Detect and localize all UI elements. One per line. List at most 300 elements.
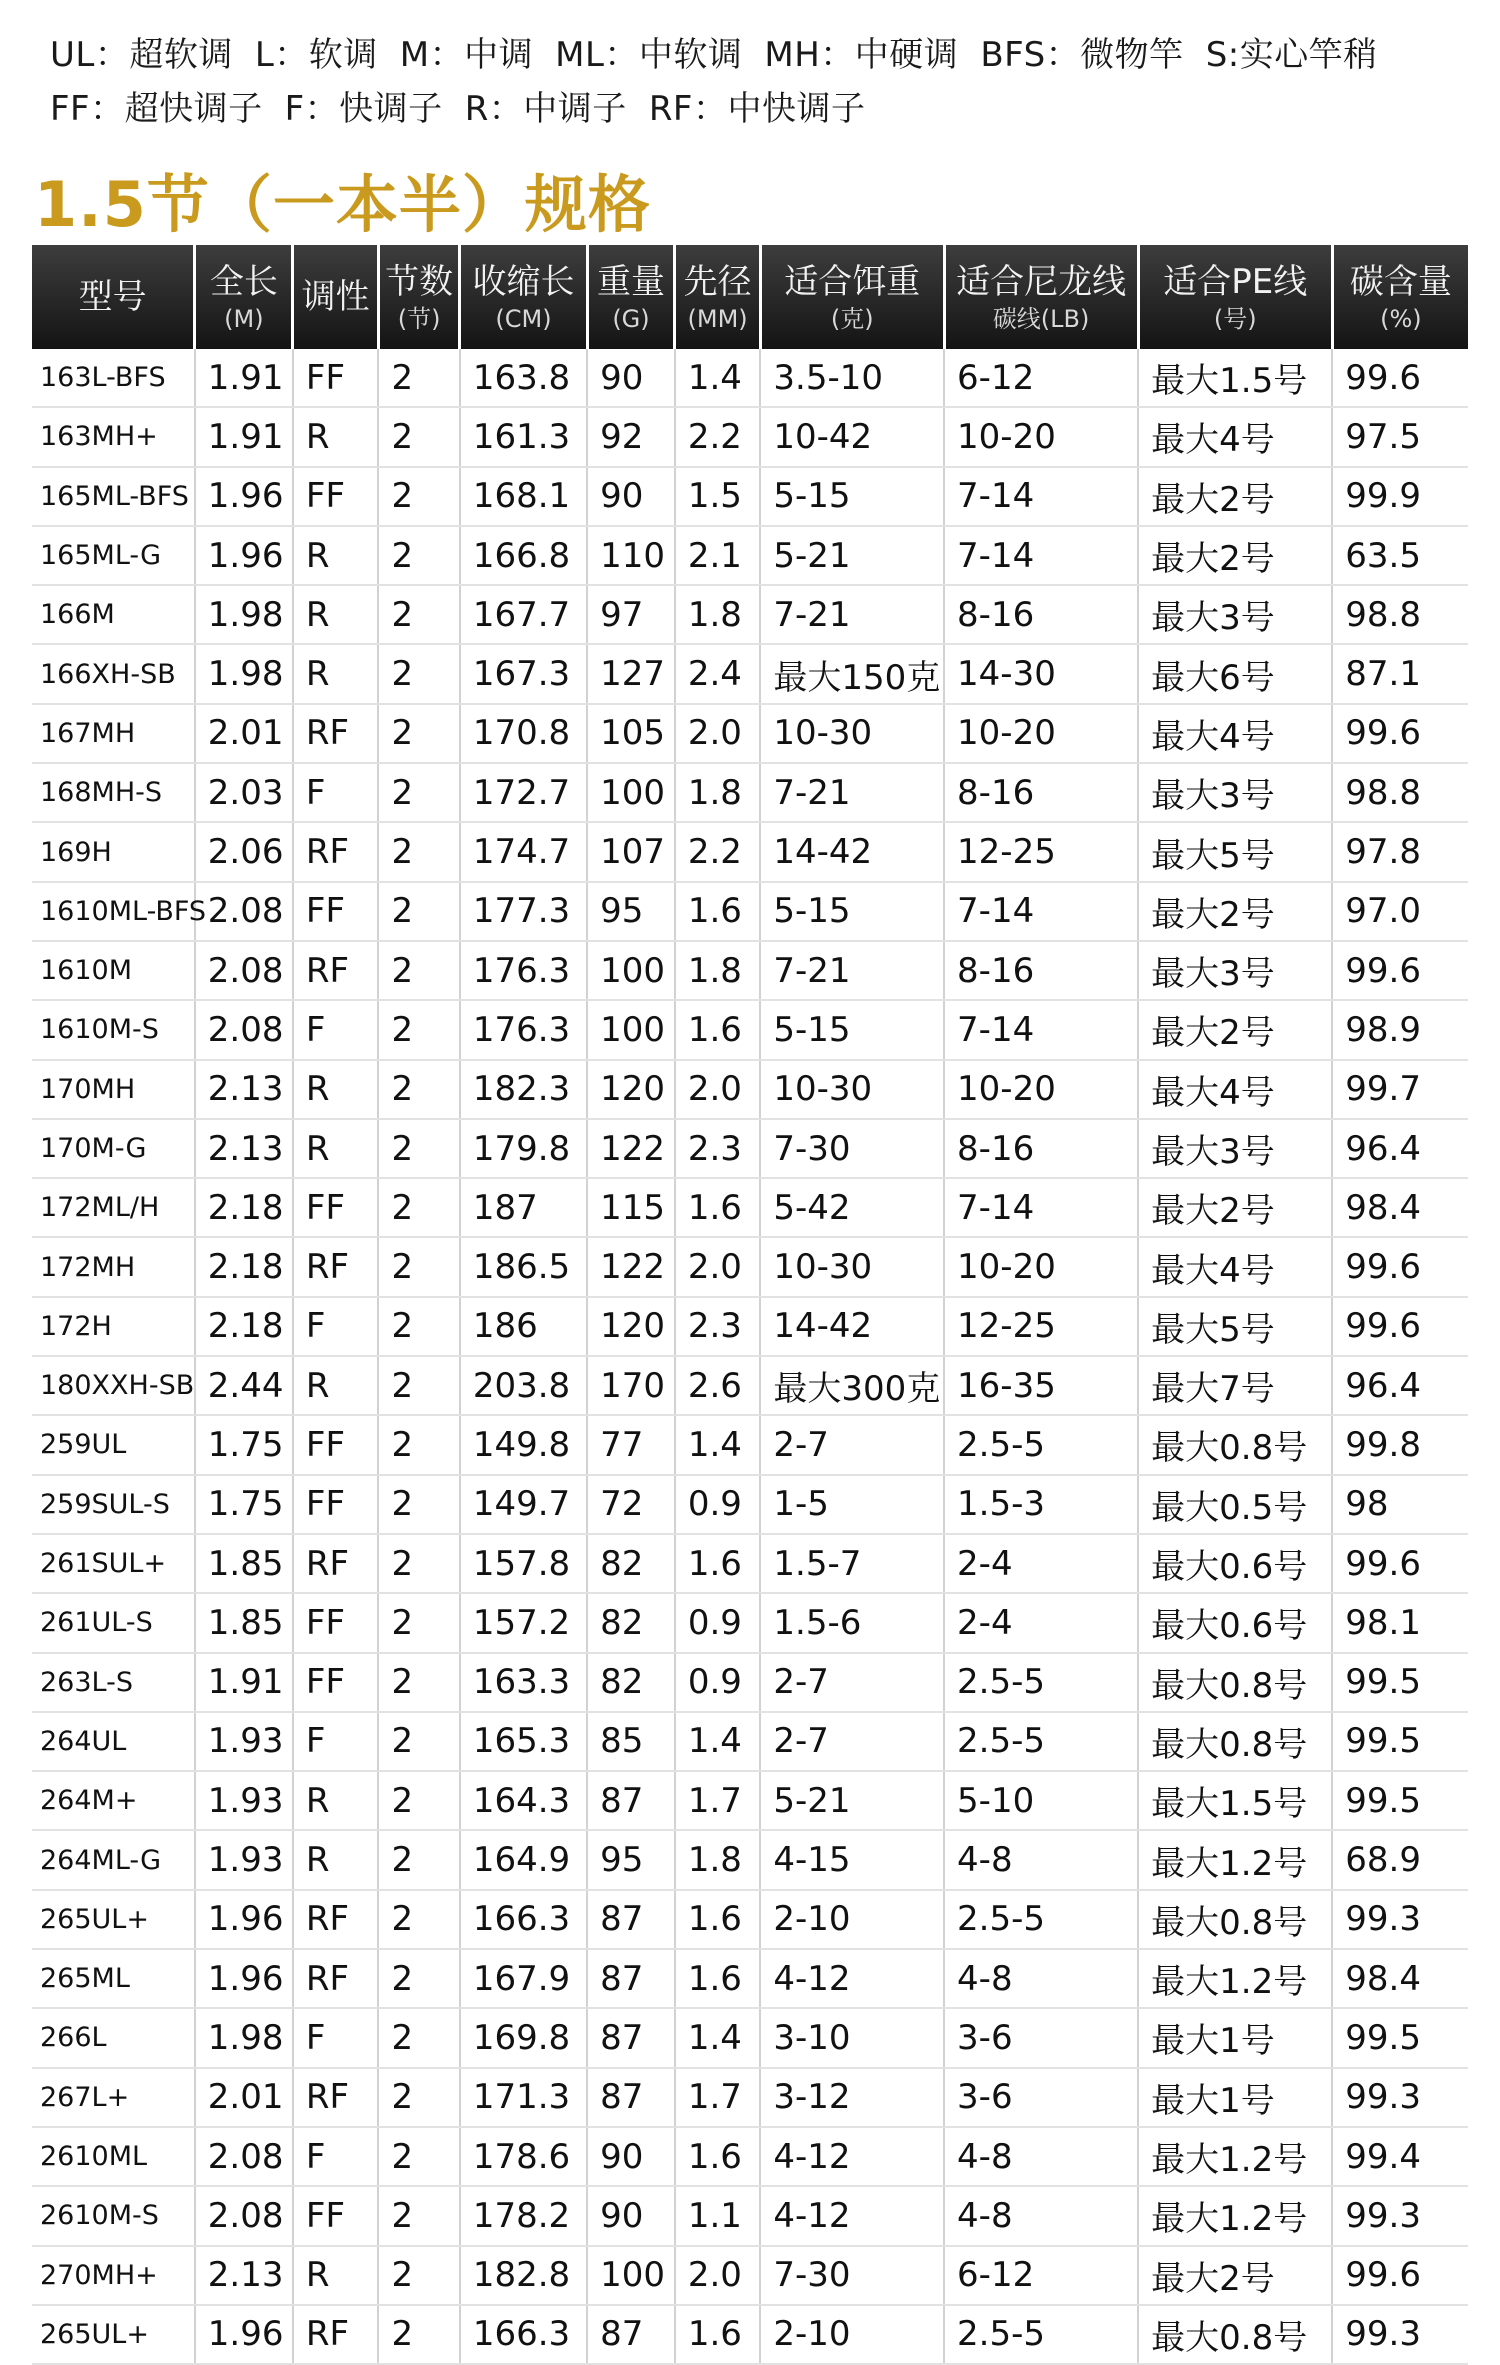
table-cell: 7-14 <box>944 1178 1138 1237</box>
table-cell: 99.6 <box>1332 1534 1468 1593</box>
table-cell: 90 <box>587 2127 675 2186</box>
table-cell: 0.9 <box>675 1593 761 1652</box>
table-cell: 97 <box>587 585 675 644</box>
table-cell: 1.6 <box>675 1178 761 1237</box>
column-header-label: 全长 <box>209 262 278 302</box>
table-cell: 2.2 <box>675 407 761 466</box>
table-cell: 92 <box>587 407 675 466</box>
table-cell: 最大0.8号 <box>1138 1712 1332 1771</box>
table-cell: 176.3 <box>460 1000 587 1059</box>
table-cell: 2 <box>378 1830 459 1889</box>
table-cell: 87.1 <box>1332 644 1468 703</box>
table-row <box>32 2305 1468 2364</box>
table-cell: 2 <box>378 1178 459 1237</box>
table-cell: 最大300克 <box>760 1356 944 1415</box>
table-cell: 122 <box>587 1119 675 1178</box>
column-header-label: 型号 <box>78 277 147 317</box>
table-cell: 2 <box>378 882 459 941</box>
table-cell: 167.9 <box>460 1949 587 2008</box>
table-cell: 2.06 <box>195 822 293 881</box>
table-cell: 99.6 <box>1332 1297 1468 1356</box>
column-header-unit: (CM) <box>495 305 552 333</box>
table-cell: 1.8 <box>675 763 761 822</box>
table-cell: RF <box>293 2068 379 2127</box>
table-cell: F <box>293 1712 379 1771</box>
table-cell: 2-7 <box>760 1712 944 1771</box>
table-cell: 2.08 <box>195 1000 293 1059</box>
table-cell: R <box>293 644 379 703</box>
table-cell: 1.96 <box>195 526 293 585</box>
table-cell: 10-42 <box>760 407 944 466</box>
legend-line-action <box>50 28 1470 82</box>
table-cell: 99.5 <box>1332 1771 1468 1830</box>
table-cell: 4-15 <box>760 1830 944 1889</box>
table-cell: 2.18 <box>195 1178 293 1237</box>
table-cell: 127 <box>587 644 675 703</box>
table-cell: 180XXH-SB <box>32 1356 195 1415</box>
table-cell: F <box>293 1297 379 1356</box>
table-cell: 2.1 <box>675 526 761 585</box>
table-row <box>32 763 1468 822</box>
table-cell: 2 <box>378 2305 459 2364</box>
table-cell: 99.5 <box>1332 2008 1468 2067</box>
table-cell: 172ML/H <box>32 1178 195 1237</box>
table-cell: 170M-G <box>32 1119 195 1178</box>
table-cell: 1.8 <box>675 941 761 1000</box>
table-cell: 最大4号 <box>1138 1237 1332 1296</box>
table-cell: 1.91 <box>195 407 293 466</box>
table-cell: 1.6 <box>675 1000 761 1059</box>
table-cell: 2 <box>378 1060 459 1119</box>
table-cell: 1.6 <box>675 2305 761 2364</box>
table-cell: 166M <box>32 585 195 644</box>
table-cell: 90 <box>587 349 675 407</box>
table-cell: 179.8 <box>460 1119 587 1178</box>
table-cell: 8-16 <box>944 763 1138 822</box>
table-cell: 2.13 <box>195 1119 293 1178</box>
table-cell: RF <box>293 704 379 763</box>
table-cell: 270MH+ <box>32 2246 195 2305</box>
table-cell: 166.3 <box>460 1890 587 1949</box>
table-cell: 1.98 <box>195 585 293 644</box>
spec-table <box>32 245 1468 2365</box>
table-cell: 2.13 <box>195 2246 293 2305</box>
table-cell: 264M+ <box>32 1771 195 1830</box>
table-cell: 2 <box>378 1890 459 1949</box>
table-cell: R <box>293 407 379 466</box>
table-cell: 165ML-BFS <box>32 467 195 526</box>
table-body <box>32 349 1468 2364</box>
table-cell: 2 <box>378 1712 459 1771</box>
table-cell: 2 <box>378 1297 459 1356</box>
table-row <box>32 2068 1468 2127</box>
table-cell: 98.4 <box>1332 1949 1468 2008</box>
table-cell: 2 <box>378 822 459 881</box>
table-cell: 96.4 <box>1332 1356 1468 1415</box>
legend-item: UL：超软调 <box>50 35 233 75</box>
column-header <box>675 245 761 349</box>
table-cell: 0.9 <box>675 1653 761 1712</box>
table-cell: 3-6 <box>944 2008 1138 2067</box>
table-cell: FF <box>293 2186 379 2245</box>
table-cell: 149.8 <box>460 1415 587 1474</box>
table-cell: 14-30 <box>944 644 1138 703</box>
table-cell: 最大4号 <box>1138 407 1332 466</box>
table-row <box>32 644 1468 703</box>
table-cell: 259SUL-S <box>32 1475 195 1534</box>
legend-line-speed <box>50 82 1470 136</box>
table-cell: 168.1 <box>460 467 587 526</box>
table-cell: 203.8 <box>460 1356 587 1415</box>
section-title: 1.5节（一本半）规格 <box>34 168 651 241</box>
table-cell: 1.93 <box>195 1830 293 1889</box>
table-cell: 96.4 <box>1332 1119 1468 1178</box>
table-cell: 267L+ <box>32 2068 195 2127</box>
table-row <box>32 1475 1468 1534</box>
table-cell: 2.08 <box>195 941 293 1000</box>
table-row <box>32 1771 1468 1830</box>
table-row <box>32 2008 1468 2067</box>
table-cell: 2-4 <box>944 1593 1138 1652</box>
table-cell: 最大3号 <box>1138 1119 1332 1178</box>
table-cell: 最大3号 <box>1138 941 1332 1000</box>
table-cell: 最大2号 <box>1138 2246 1332 2305</box>
table-cell: 90 <box>587 2186 675 2245</box>
legend-item: M：中调 <box>399 35 534 75</box>
table-cell: 4-8 <box>944 1830 1138 1889</box>
table-cell: 2-7 <box>760 1415 944 1474</box>
table-cell: 174.7 <box>460 822 587 881</box>
table-cell: 166XH-SB <box>32 644 195 703</box>
column-header-unit: (克) <box>830 305 874 333</box>
table-cell: R <box>293 526 379 585</box>
column-header <box>378 245 459 349</box>
table-cell: 2 <box>378 763 459 822</box>
table-cell: 10-20 <box>944 1060 1138 1119</box>
table-cell: 63.5 <box>1332 526 1468 585</box>
column-header <box>760 245 944 349</box>
table-row <box>32 941 1468 1000</box>
table-cell: 186.5 <box>460 1237 587 1296</box>
table-cell: 最大0.6号 <box>1138 1593 1332 1652</box>
legend-item: RF：中快调子 <box>648 89 866 129</box>
table-cell: 1.93 <box>195 1771 293 1830</box>
table-cell: 7-14 <box>944 882 1138 941</box>
table-row <box>32 526 1468 585</box>
table-row <box>32 1593 1468 1652</box>
table-cell: 1.1 <box>675 2186 761 2245</box>
column-header <box>587 245 675 349</box>
table-cell: 97.8 <box>1332 822 1468 881</box>
table-cell: 14-42 <box>760 1297 944 1356</box>
table-cell: 161.3 <box>460 407 587 466</box>
table-cell: 12-25 <box>944 822 1138 881</box>
table-row <box>32 1949 1468 2008</box>
table-cell: 2 <box>378 407 459 466</box>
table-cell: 169H <box>32 822 195 881</box>
table-row <box>32 1415 1468 1474</box>
table-row <box>32 407 1468 466</box>
table-cell: 最大150克 <box>760 644 944 703</box>
column-header-label: 重量 <box>596 262 665 302</box>
column-header <box>293 245 379 349</box>
table-cell: 264ML-G <box>32 1830 195 1889</box>
table-cell: 10-20 <box>944 1237 1138 1296</box>
table-cell: 266L <box>32 2008 195 2067</box>
table-cell: 2 <box>378 1771 459 1830</box>
column-header-label: 适合PE线 <box>1163 262 1308 302</box>
legend-item: ML：中软调 <box>555 35 743 75</box>
table-cell: 99.3 <box>1332 2305 1468 2364</box>
table-row <box>32 1060 1468 1119</box>
table-cell: 0.9 <box>675 1475 761 1534</box>
table-cell: 1.6 <box>675 1949 761 2008</box>
table-cell: 2.18 <box>195 1237 293 1296</box>
table-cell: 3-12 <box>760 2068 944 2127</box>
table-cell: 163.8 <box>460 349 587 407</box>
table-cell: 最大0.5号 <box>1138 1475 1332 1534</box>
table-cell: 1.75 <box>195 1475 293 1534</box>
table-row <box>32 1356 1468 1415</box>
table-cell: 85 <box>587 1712 675 1771</box>
table-cell: F <box>293 763 379 822</box>
table-cell: 172H <box>32 1297 195 1356</box>
table-cell: F <box>293 2008 379 2067</box>
table-cell: 99.8 <box>1332 1415 1468 1474</box>
table-cell: 3-6 <box>944 2068 1138 2127</box>
table-cell: 1.91 <box>195 349 293 407</box>
table-cell: 最大3号 <box>1138 585 1332 644</box>
table-cell: 最大2号 <box>1138 526 1332 585</box>
table-cell: RF <box>293 1949 379 2008</box>
table-cell: 最大0.8号 <box>1138 1415 1332 1474</box>
table-cell: 2-10 <box>760 2305 944 2364</box>
table-cell: 2 <box>378 585 459 644</box>
table-cell: R <box>293 2246 379 2305</box>
table-cell: 2.08 <box>195 2186 293 2245</box>
table-cell: 99.6 <box>1332 2246 1468 2305</box>
table-cell: 98.1 <box>1332 1593 1468 1652</box>
column-header <box>195 245 293 349</box>
legend-item: FF：超快调子 <box>50 89 263 129</box>
table-cell: 120 <box>587 1297 675 1356</box>
table-cell: 2 <box>378 644 459 703</box>
table-cell: 1.96 <box>195 1890 293 1949</box>
table-cell: 163.3 <box>460 1653 587 1712</box>
table-cell: 2.4 <box>675 644 761 703</box>
table-cell: 97.0 <box>1332 882 1468 941</box>
table-cell: 2 <box>378 2186 459 2245</box>
table-cell: 最大0.8号 <box>1138 1653 1332 1712</box>
table-cell: 98.4 <box>1332 1178 1468 1237</box>
table-cell: 4-8 <box>944 2127 1138 2186</box>
table-cell: FF <box>293 1415 379 1474</box>
table-cell: 1.7 <box>675 1771 761 1830</box>
table-cell: 2610M-S <box>32 2186 195 2245</box>
table-cell: 2 <box>378 2008 459 2067</box>
table-cell: 168MH-S <box>32 763 195 822</box>
table-cell: 2.18 <box>195 1297 293 1356</box>
table-cell: 167MH <box>32 704 195 763</box>
spec-table-container <box>32 245 1468 2358</box>
table-cell: 7-14 <box>944 467 1138 526</box>
table-cell: 2 <box>378 467 459 526</box>
table-cell: RF <box>293 1237 379 1296</box>
table-cell: 182.3 <box>460 1060 587 1119</box>
table-cell: 2 <box>378 2068 459 2127</box>
table-cell: 最大7号 <box>1138 1356 1332 1415</box>
table-cell: 1.8 <box>675 585 761 644</box>
table-row <box>32 585 1468 644</box>
column-header <box>460 245 587 349</box>
table-cell: 157.8 <box>460 1534 587 1593</box>
legend-item: MH：中硬调 <box>764 35 959 75</box>
table-cell: 1.6 <box>675 882 761 941</box>
table-cell: 最大0.6号 <box>1138 1534 1332 1593</box>
table-cell: 7-14 <box>944 1000 1138 1059</box>
table-cell: 99.6 <box>1332 941 1468 1000</box>
table-cell: 2.5-5 <box>944 1890 1138 1949</box>
column-header-label: 调性 <box>301 277 370 317</box>
table-cell: 1.96 <box>195 467 293 526</box>
table-cell: 10-20 <box>944 407 1138 466</box>
table-cell: 99.6 <box>1332 349 1468 407</box>
table-cell: 72 <box>587 1475 675 1534</box>
table-row <box>32 2127 1468 2186</box>
table-cell: 120 <box>587 1060 675 1119</box>
table-cell: 1.7 <box>675 2068 761 2127</box>
table-cell: 1.6 <box>675 1534 761 1593</box>
table-cell: 182.8 <box>460 2246 587 2305</box>
table-cell: 178.2 <box>460 2186 587 2245</box>
table-row <box>32 1237 1468 1296</box>
table-cell: 1.85 <box>195 1593 293 1652</box>
table-cell: 最大1.2号 <box>1138 1830 1332 1889</box>
table-cell: 2 <box>378 1000 459 1059</box>
table-cell: 82 <box>587 1534 675 1593</box>
table-row <box>32 1653 1468 1712</box>
table-cell: 122 <box>587 1237 675 1296</box>
table-cell: 171.3 <box>460 2068 587 2127</box>
column-header-label: 先径 <box>683 262 752 302</box>
table-cell: FF <box>293 1178 379 1237</box>
table-cell: 最大3号 <box>1138 763 1332 822</box>
table-cell: 95 <box>587 882 675 941</box>
table-cell: 1.96 <box>195 2305 293 2364</box>
column-header-unit: (M) <box>224 305 264 333</box>
table-cell: 10-30 <box>760 1060 944 1119</box>
table-cell: FF <box>293 1475 379 1534</box>
table-cell: 5-42 <box>760 1178 944 1237</box>
table-cell: 最大1.2号 <box>1138 2127 1332 2186</box>
table-cell: 99.5 <box>1332 1712 1468 1771</box>
column-header-label: 收缩长 <box>472 262 575 302</box>
table-cell: 最大2号 <box>1138 1178 1332 1237</box>
table-cell: 1.4 <box>675 1415 761 1474</box>
table-cell: 最大1.5号 <box>1138 349 1332 407</box>
table-row <box>32 704 1468 763</box>
table-row <box>32 1712 1468 1771</box>
column-header-unit: (号) <box>1213 305 1257 333</box>
table-cell: 2 <box>378 2127 459 2186</box>
table-row <box>32 1000 1468 1059</box>
table-cell: FF <box>293 467 379 526</box>
table-cell: 87 <box>587 2305 675 2364</box>
table-cell: 1.91 <box>195 1653 293 1712</box>
table-cell: 12-25 <box>944 1297 1138 1356</box>
table-cell: 2.03 <box>195 763 293 822</box>
table-cell: 5-15 <box>760 1000 944 1059</box>
table-cell: 2 <box>378 1415 459 1474</box>
column-header <box>944 245 1138 349</box>
table-cell: 163MH+ <box>32 407 195 466</box>
table-cell: 2.01 <box>195 704 293 763</box>
table-cell: 1.6 <box>675 2127 761 2186</box>
table-cell: 176.3 <box>460 941 587 1000</box>
table-cell: 2.0 <box>675 1237 761 1296</box>
table-row <box>32 1830 1468 1889</box>
table-cell: 87 <box>587 2008 675 2067</box>
table-cell: 164.3 <box>460 1771 587 1830</box>
table-cell: 1610M <box>32 941 195 1000</box>
table-cell: FF <box>293 882 379 941</box>
table-row <box>32 1534 1468 1593</box>
table-cell: 82 <box>587 1593 675 1652</box>
table-cell: 165ML-G <box>32 526 195 585</box>
table-cell: 90 <box>587 467 675 526</box>
table-cell: 2 <box>378 704 459 763</box>
table-cell: 2-7 <box>760 1653 944 1712</box>
table-cell: 2.2 <box>675 822 761 881</box>
table-cell: 1610ML-BFS <box>32 882 195 941</box>
table-cell: 166.3 <box>460 2305 587 2364</box>
table-cell: 最大1号 <box>1138 2068 1332 2127</box>
table-cell: 263L-S <box>32 1653 195 1712</box>
table-cell: 4-12 <box>760 2186 944 2245</box>
table-cell: 87 <box>587 1771 675 1830</box>
column-header-label: 节数 <box>385 262 454 302</box>
table-cell: 105 <box>587 704 675 763</box>
table-cell: 10-30 <box>760 704 944 763</box>
table-cell: 99.3 <box>1332 1890 1468 1949</box>
table-cell: F <box>293 2127 379 2186</box>
table-cell: 100 <box>587 941 675 1000</box>
table-cell: R <box>293 585 379 644</box>
table-cell: 87 <box>587 2068 675 2127</box>
table-cell: 100 <box>587 1000 675 1059</box>
table-cell: 7-21 <box>760 941 944 1000</box>
table-cell: 最大1.5号 <box>1138 1771 1332 1830</box>
table-cell: 2.13 <box>195 1060 293 1119</box>
table-cell: RF <box>293 822 379 881</box>
table-cell: 100 <box>587 2246 675 2305</box>
table-cell: 1.4 <box>675 349 761 407</box>
table-cell: 1.6 <box>675 1890 761 1949</box>
table-cell: 164.9 <box>460 1830 587 1889</box>
table-cell: 2 <box>378 2246 459 2305</box>
table-cell: 1.98 <box>195 644 293 703</box>
table-cell: 2.5-5 <box>944 1415 1138 1474</box>
table-cell: 1.93 <box>195 1712 293 1771</box>
table-cell: 170.8 <box>460 704 587 763</box>
table-cell: 8-16 <box>944 941 1138 1000</box>
table-cell: 4-12 <box>760 2127 944 2186</box>
column-header-label: 适合尼龙线 <box>956 262 1127 302</box>
legend-item: F：快调子 <box>284 89 443 129</box>
table-cell: R <box>293 1119 379 1178</box>
table-cell: 68.9 <box>1332 1830 1468 1889</box>
table-header-row <box>32 245 1468 349</box>
